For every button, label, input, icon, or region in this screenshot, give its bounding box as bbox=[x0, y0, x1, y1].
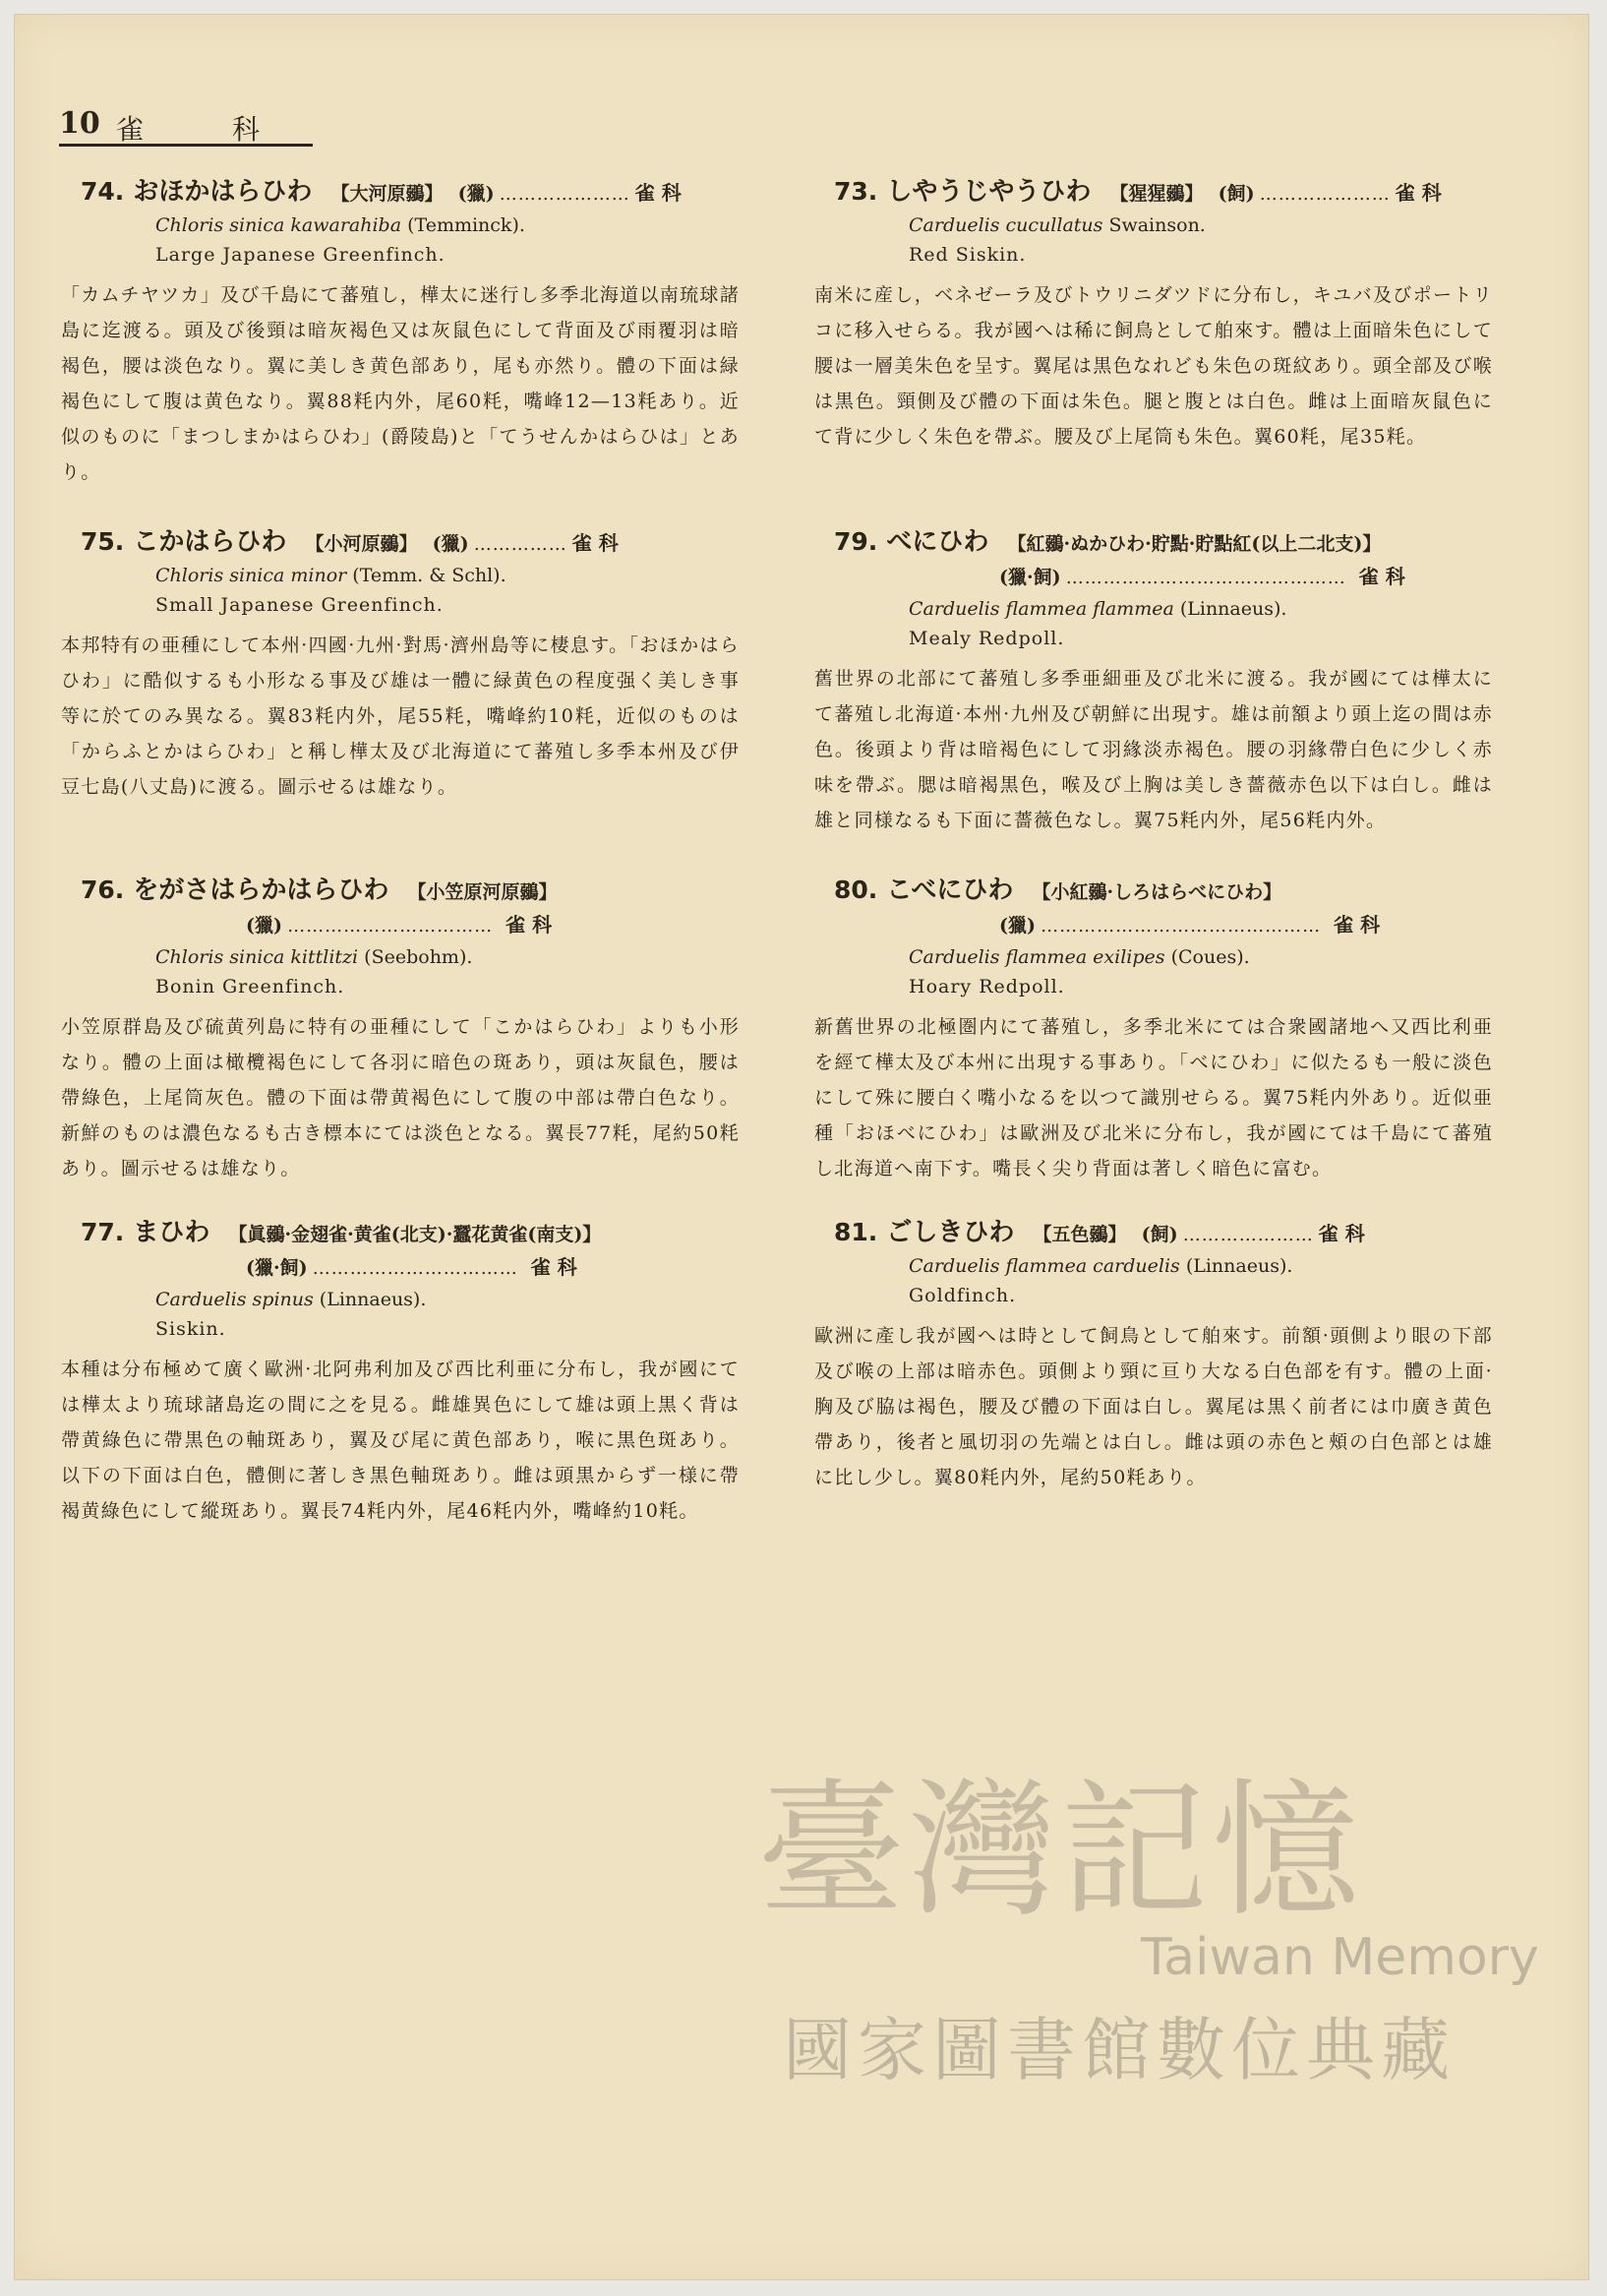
author: (Seebohm). bbox=[364, 946, 473, 968]
family-label: 雀 科 bbox=[1358, 565, 1405, 588]
status-mark: (飼) bbox=[1141, 1224, 1178, 1245]
watermark-chinese: 臺灣記憶 bbox=[757, 1766, 1364, 1937]
author: (Linnaeus). bbox=[319, 1289, 427, 1310]
status-mark: (獵) bbox=[999, 915, 1036, 937]
status-mark: (獵) bbox=[246, 915, 282, 937]
entry-heading bbox=[61, 171, 740, 211]
english-name: Mealy Redpoll. bbox=[909, 628, 1065, 649]
watermark-english: Taiwan Memory bbox=[1141, 1928, 1539, 1987]
entry-80 bbox=[814, 870, 1493, 1186]
author: (Temminck). bbox=[407, 214, 525, 236]
entry-description: 本種は分布極めて廣く歐洲·北阿弗利加及び西比利亜に分布し，我が國にては樺太より琉球諸島迄の間に之を見る。雌雄異色にして雄は頭上黒く背は帶黄綠色に帶黒色の軸斑あり，翼及び尾に黄色部あり，喉に黒色斑あり。以下の下面は白色，體側に著しき黒色軸斑あり。雌は頭黒からず一様に帶褐黄綠色にして縱斑あり。翼長74粍内外，尾46粍内外，嘴峰約10粍。 bbox=[61, 1359, 740, 1522]
entry-heading bbox=[814, 1212, 1493, 1251]
family-label: 雀 科 bbox=[1318, 1222, 1365, 1245]
entry-number: 76. bbox=[81, 876, 125, 904]
status-mark: (獵) bbox=[432, 533, 469, 555]
entry-description: 本邦特有の亜種にして本州·四國·九州·對馬·濟州島等に棲息す。「おほかはらひわ」に酷似するも小形なる事及び雄は一體に緑黄色の程度强く美しき事等に於てのみ異なる。翼83粍内外，尾55粍，嘴峰約10粍，近似のものは「からふとかはらひわ」と稱し樺太及び北海道にて蕃殖し多季本州及び伊豆七島(八丈島)に渡る。圖示せるは雄なり。 bbox=[61, 634, 740, 798]
english-name: Goldfinch. bbox=[909, 1285, 1017, 1306]
chinese-name: 【五色鶸】 bbox=[1033, 1224, 1127, 1245]
chinese-name: 【眞鶸·金翅雀·黄雀(北支)·蠶花黄雀(南支)】 bbox=[228, 1224, 602, 1245]
scientific-name: Carduelis flammea carduelis (Linnaeus). bbox=[909, 1255, 1293, 1277]
chinese-name: 【小河原鶸】 bbox=[305, 533, 418, 555]
taiwan-memory-watermark bbox=[757, 1731, 1539, 2105]
japanese-name: こべにひわ bbox=[886, 876, 1014, 905]
english-name: Red Siskin. bbox=[909, 244, 1027, 266]
family-label: 雀 科 bbox=[634, 181, 682, 205]
entry-number: 74. bbox=[81, 177, 125, 206]
chinese-name: 【紅鶸·ぬかひわ·貯點·貯點紅(以上二北支)】 bbox=[1007, 533, 1382, 555]
author: (Coues). bbox=[1170, 946, 1250, 968]
english-name: Hoary Redpoll. bbox=[909, 976, 1065, 997]
entry-description: 新舊世界の北極圏内にて蕃殖し，多季北米にては合衆國諸地へ又西比利亜を經て樺太及び本州に出現する事あり。「べにひわ」に似たるも一般に淡色にして殊に腰白く嘴小なるを以つて識別せらる。翼75粍内外あり。近似亜種「おほべにひわ」は歐洲及び北米に分布し，我が國にては千島にて蕃殖し北海道へ南下す。嘴長く尖り背面は著しく暗色に富む。 bbox=[814, 1016, 1493, 1179]
japanese-name: しやうじやうひわ bbox=[886, 177, 1092, 207]
entry-number: 81. bbox=[834, 1218, 878, 1246]
family-label: 雀 科 bbox=[506, 913, 553, 937]
family-label: 雀 科 bbox=[530, 1255, 577, 1279]
japanese-name: べにひわ bbox=[886, 527, 989, 557]
japanese-name: こかはらひわ bbox=[133, 527, 287, 557]
entry-number: 80. bbox=[834, 876, 878, 904]
author: (Linnaeus). bbox=[1185, 1255, 1293, 1277]
scientific-name: Chloris sinica kittlitzi (Seebohm). bbox=[155, 946, 473, 968]
chinese-name: 【猩猩鶸】 bbox=[1109, 183, 1204, 205]
entry-heading bbox=[814, 521, 1493, 561]
entry-heading bbox=[814, 171, 1493, 211]
dot-leader: …………………………… bbox=[287, 916, 494, 937]
scientific-name: Chloris sinica minor (Temm. & Schl). bbox=[155, 565, 506, 586]
scientific-name: Chloris sinica kawarahiba (Temminck). bbox=[155, 214, 525, 236]
entry-heading-2 bbox=[999, 561, 1493, 594]
author: (Linnaeus). bbox=[1179, 598, 1287, 620]
family-label: 雀 科 bbox=[1395, 181, 1442, 205]
dot-leader: ………………… bbox=[1182, 1225, 1314, 1245]
family-label: 雀 科 bbox=[571, 531, 619, 555]
japanese-name: まひわ bbox=[133, 1218, 210, 1247]
page-header bbox=[59, 106, 349, 147]
entry-75 bbox=[61, 521, 740, 805]
author: Swainson. bbox=[1108, 214, 1206, 236]
entry-description: 小笠原群島及び硫黄列島に特有の亜種にして「こかはらひわ」よりも小形なり。體の上面は橄欖褐色にして各羽に暗色の斑あり，頭は灰鼠色，腰は帶綠色，上尾筒灰色。體の下面は帶黄褐色にして腹の中部は帶白色なり。新鮮のものは濃色なるも古き標本にては淡色となる。翼長77粍，尾約50粍あり。圖示せるは雄なり。 bbox=[61, 1016, 740, 1179]
entry-heading-2 bbox=[999, 909, 1493, 942]
dot-leader: …………… bbox=[473, 534, 567, 555]
watermark-library: 國家圖書館數位典藏 bbox=[783, 2010, 1456, 2090]
entry-number: 79. bbox=[834, 527, 878, 556]
chinese-name: 【小笠原河原鶸】 bbox=[407, 881, 558, 903]
entry-number: 75. bbox=[81, 527, 125, 556]
english-name: Large Japanese Greenfinch. bbox=[155, 244, 446, 266]
entry-77 bbox=[61, 1212, 740, 1529]
scientific-name: Carduelis spinus (Linnaeus). bbox=[155, 1289, 427, 1310]
japanese-name: おほかはらひわ bbox=[133, 177, 313, 207]
scientific-name: Carduelis flammea exilipes (Coues). bbox=[909, 946, 1250, 968]
chinese-name: 【大河原鶸】 bbox=[330, 183, 444, 205]
status-mark: (獵·飼) bbox=[999, 567, 1061, 588]
dot-leader: ……………………………………… bbox=[1065, 568, 1346, 588]
entry-heading bbox=[814, 870, 1493, 909]
entry-heading bbox=[61, 1212, 740, 1251]
entry-heading bbox=[61, 521, 740, 561]
scientific-name: Carduelis cucullatus Swainson. bbox=[909, 214, 1206, 236]
dot-leader: ………………… bbox=[1259, 184, 1391, 205]
chinese-name: 【小紅鶸·しろはらべにひわ】 bbox=[1032, 881, 1282, 903]
english-name: Small Japanese Greenfinch. bbox=[155, 594, 444, 616]
status-mark: (獵) bbox=[457, 183, 495, 205]
family-label: 雀 科 bbox=[1334, 913, 1381, 937]
entry-description: 南米に産し，ベネゼーラ及びトウリニダツドに分布し，キユバ及びポートリコに移入せらる。我が國へは稀に飼鳥として舶來す。體は上面暗朱色にして腰は一層美朱色を呈す。翼尾は黒色なれども朱色の斑紋あり。頭全部及び喉は黒色。頸側及び體の下面は朱色。腿と腹とは白色。雌は上面暗灰鼠色にて背に少しく朱色を帶ぶ。腰及び上尾筒も朱色。翼60粍，尾35粍。 bbox=[814, 284, 1493, 448]
entry-number: 73. bbox=[834, 177, 878, 206]
status-mark: (獵·飼) bbox=[246, 1257, 308, 1279]
entry-81 bbox=[814, 1212, 1493, 1495]
dot-leader: …………………………… bbox=[312, 1258, 518, 1279]
author: (Temm. & Schl). bbox=[352, 565, 506, 586]
entry-heading-2 bbox=[246, 909, 740, 942]
entry-description: 「カムチヤツカ」及び千島にて蕃殖し，樺太に迷行し多季北海道以南琉球諸島に迄渡る。頭及び後頸は暗灰褐色又は灰鼠色にして背面及び雨覆羽は暗褐色，腰は淡色なり。翼に美しき黄色部あり，尾も亦然り。體の下面は緑褐色にして腹は黄色なり。翼88粍内外，尾60粍，嘴峰12—13粍あり。近似のものに「まつしまかはらひわ」(爵陵島)と「てうせんかはらひは」とあり。 bbox=[61, 284, 740, 483]
status-mark: (飼) bbox=[1218, 183, 1255, 205]
scientific-name: Carduelis flammea flammea (Linnaeus). bbox=[909, 598, 1287, 620]
entry-heading-2 bbox=[246, 1251, 740, 1285]
entry-73 bbox=[814, 171, 1493, 454]
dot-leader: ………………… bbox=[499, 184, 630, 205]
english-name: Siskin. bbox=[155, 1318, 226, 1340]
page-number: 10 bbox=[59, 106, 100, 141]
page-family-title: 雀科 bbox=[116, 113, 349, 146]
entry-79 bbox=[814, 521, 1493, 838]
entry-description: 歐洲に產し我が國へは時として飼鳥として舶來す。前額·頭側より眼の下部及び喉の上部は暗赤色。頭側より頸に亘り大なる白色部を有す。體の上面·胸及び脇は褐色，腰及び體の下面は白し。翼尾は黒く前者には巾廣き黄色帶あり，後者と風切羽の先端とは白し。雌は頭の赤色と頰の白色部とは雄に比し少し。翼80粍内外，尾約50粍あり。 bbox=[814, 1325, 1493, 1488]
japanese-name: をがさはらかはらひわ bbox=[133, 876, 389, 905]
entry-76 bbox=[61, 870, 740, 1186]
japanese-name: ごしきひわ bbox=[886, 1218, 1015, 1247]
entry-description: 舊世界の北部にて蕃殖し多季亜細亜及び北米に渡る。我が國にては樺太にて蕃殖し北海道·本州·九州及び朝鮮に出現す。雄は前額より頭上迄の間は赤色。後頭より背は暗褐色にして羽緣淡赤褐色。腰の羽緣帶白色に少しく赤味を帶ぶ。腮は暗褐黒色，喉及び上胸は美しき薔薇赤色以下は白し。雌は雄と同様なるも下面に薔薇色なし。翼75粍内外，尾56粍内外。 bbox=[814, 668, 1493, 831]
entry-heading bbox=[61, 870, 740, 909]
entry-74 bbox=[61, 171, 740, 490]
english-name: Bonin Greenfinch. bbox=[155, 976, 345, 997]
entry-number: 77. bbox=[81, 1218, 125, 1246]
dot-leader: ……………………………………… bbox=[1041, 916, 1322, 937]
